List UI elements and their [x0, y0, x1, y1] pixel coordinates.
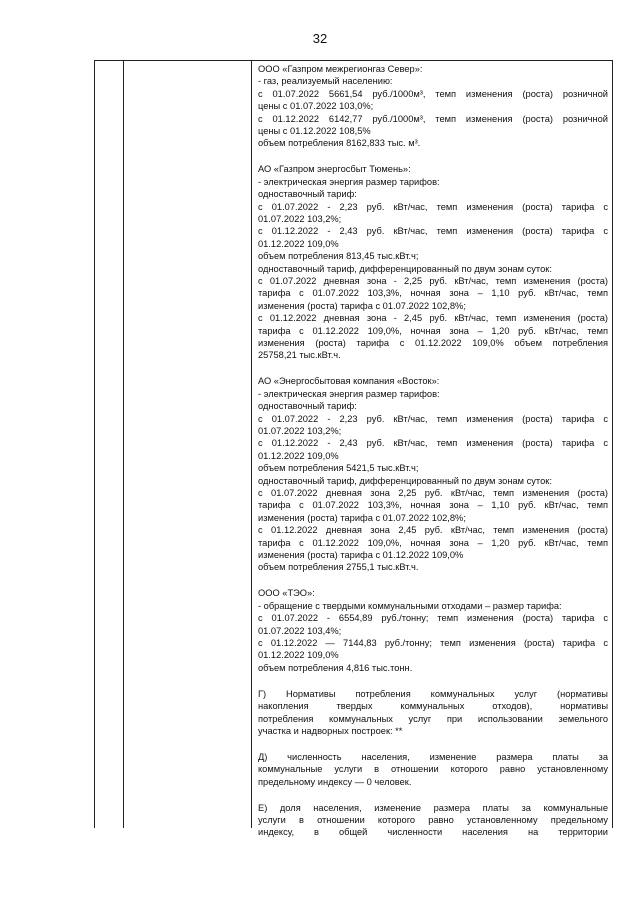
text-line: участка и надворных построек: **	[258, 725, 403, 736]
paragraph	[258, 163, 608, 362]
text-line: Е) доля населения, изменение размера платы за коммунальные	[258, 802, 608, 813]
column-divider-2	[251, 61, 252, 828]
text-line: Г) Нормативы потребления коммунальных услуг (нормативы	[258, 688, 608, 699]
text-line: тарифа с 01.12.2022 109,0%, ночная зона – 1,20 руб. кВт/час, темп	[258, 325, 608, 336]
text-line: изменения (роста) тарифа с 01.07.2022 102,8%;	[258, 512, 466, 523]
text-line: с 01.07.2022 дневная зона 2,25 руб. кВт/час, темп изменения (роста)	[258, 488, 608, 498]
text-line: с 01.07.2022 - 2,23 руб. кВт/час, темп изменения (роста) тарифа с	[258, 413, 608, 424]
text-line: тарифа с 01.07.2022 103,3%, ночная зона – 1,10 руб. кВт/час, темп	[258, 500, 608, 511]
text-line: с 01.07.2022 дневная зона - 2,25 руб. кВт/час, темп изменения (роста)	[258, 276, 608, 286]
text-line: Д) численность населения, изменение размера платы за	[258, 751, 608, 762]
text-line: АО «Газпром энергосбыт Тюмень»:	[258, 164, 411, 175]
paragraph	[258, 688, 608, 738]
text-line: изменения (роста) тарифа с 01.07.2022 102,8%;	[258, 300, 466, 311]
text-line: одноставочный тариф, дифференцированный по двум зонам суток:	[258, 263, 552, 274]
text-line: - электрическая энергия размер тарифов:	[258, 176, 440, 187]
text-line: - газ, реализуемый населению:	[258, 76, 393, 87]
text-line: с 01.07.2022 - 6554,89 руб./тонну; темп изменения (роста) тарифа с	[258, 613, 608, 624]
text-line: 01.12.2022 109,0%	[258, 450, 339, 461]
text-line: с 01.12.2022 - 2,43 руб. кВт/час, темп изменения (роста) тарифа с	[258, 438, 608, 449]
text-line: с 01.07.2022 - 2,23 руб. кВт/час, темп изменения (роста) тарифа с	[258, 201, 608, 212]
text-line: с 01.12.2022 дневная зона 2,45 руб. кВт/час, темп изменения (роста)	[258, 525, 608, 536]
text-line: ООО «Газпром межрегионгаз Север»:	[258, 64, 423, 74]
text-line: с 01.12.2022 6142,77 руб./1000м³, темп изменения (роста) розничной	[258, 113, 608, 124]
text-line: накопления твердых коммунальных отходов), нормативы	[258, 701, 608, 712]
text-line: объем потребления 2755,1 тыс.кВт.ч.	[258, 562, 419, 573]
text-line: ООО «ТЭО»:	[258, 588, 315, 599]
text-line: тарифа с 01.12.2022 109,0%, ночная зона – 1,20 руб. кВт/час, темп	[258, 537, 608, 548]
text-line: тарифа с 01.07.2022 103,3%, ночная зона – 1,10 руб. кВт/час, темп	[258, 288, 608, 299]
text-line: коммунальные услуги в отношении которого равно установленному	[258, 764, 608, 775]
text-line: объем потребления 5421,5 тыс.кВт.ч;	[258, 463, 419, 474]
text-line: 01.12.2022 109,0%	[258, 650, 339, 661]
text-line: 25758,21 тыс.кВт.ч.	[258, 350, 341, 361]
text-line: 01.07.2022 103,2%;	[258, 213, 342, 224]
text-line: цены с 01.12.2022 108,5%	[258, 126, 371, 137]
table-cell-text	[258, 63, 608, 852]
text-line: индексу, в общей численности населения на территории	[258, 827, 608, 838]
text-line: 01.07.2022 103,4%;	[258, 625, 342, 636]
text-line: потребления коммунальных услуг при использовании земельного	[258, 713, 608, 724]
text-line: с 01.12.2022 дневная зона - 2,45 руб. кВт/час, темп изменения (роста)	[258, 313, 608, 324]
page-number: 32	[312, 31, 328, 46]
text-line: 01.12.2022 109,0%	[258, 238, 339, 249]
text-line: цены с 01.07.2022 103,0%;	[258, 101, 374, 112]
text-line: предельному индексу — 0 человек.	[258, 776, 412, 787]
paragraph	[258, 751, 608, 788]
text-line: объем потребления 813,45 тыс.кВт.ч;	[258, 251, 419, 262]
column-divider-1	[123, 61, 124, 828]
paragraph	[258, 63, 608, 150]
paragraph	[258, 375, 608, 574]
table-frame	[94, 60, 613, 838]
text-line: одноставочный тариф, дифференцированный по двум зонам суток:	[258, 475, 552, 486]
paragraph	[258, 802, 608, 839]
text-line: АО «Энергосбытовая компания «Восток»:	[258, 376, 440, 387]
text-line: с 01.12.2022 — 7144,83 руб./тонну; темп изменения (роста) тарифа с	[258, 637, 608, 648]
text-line: 01.07.2022 103,2%;	[258, 425, 342, 436]
text-line: с 01.07.2022 5661,54 руб./1000м³, темп изменения (роста) розничной	[258, 88, 608, 99]
text-line: одноставочный тариф:	[258, 189, 357, 200]
text-line: изменения (роста) тарифа с 01.12.2022 109,0%	[258, 550, 464, 561]
text-line: объем потребления 4,816 тыс.тонн.	[258, 662, 413, 673]
text-line: одноставочный тариф:	[258, 401, 357, 412]
paragraph	[258, 587, 608, 674]
text-line: услуги в отношении которого равно установленному предельному	[258, 814, 608, 825]
text-line: изменения (роста) тарифа с 01.12.2022 109,0% объем потребления	[258, 338, 608, 349]
text-line: - обращение с твердыми коммунальными отходами – размер тарифа:	[258, 600, 562, 611]
text-line: объем потребления 8162,833 тыс. м³.	[258, 138, 421, 149]
text-line: - электрическая энергия размер тарифов:	[258, 388, 440, 399]
text-line: с 01.12.2022 - 2,43 руб. кВт/час, темп изменения (роста) тарифа с	[258, 226, 608, 237]
